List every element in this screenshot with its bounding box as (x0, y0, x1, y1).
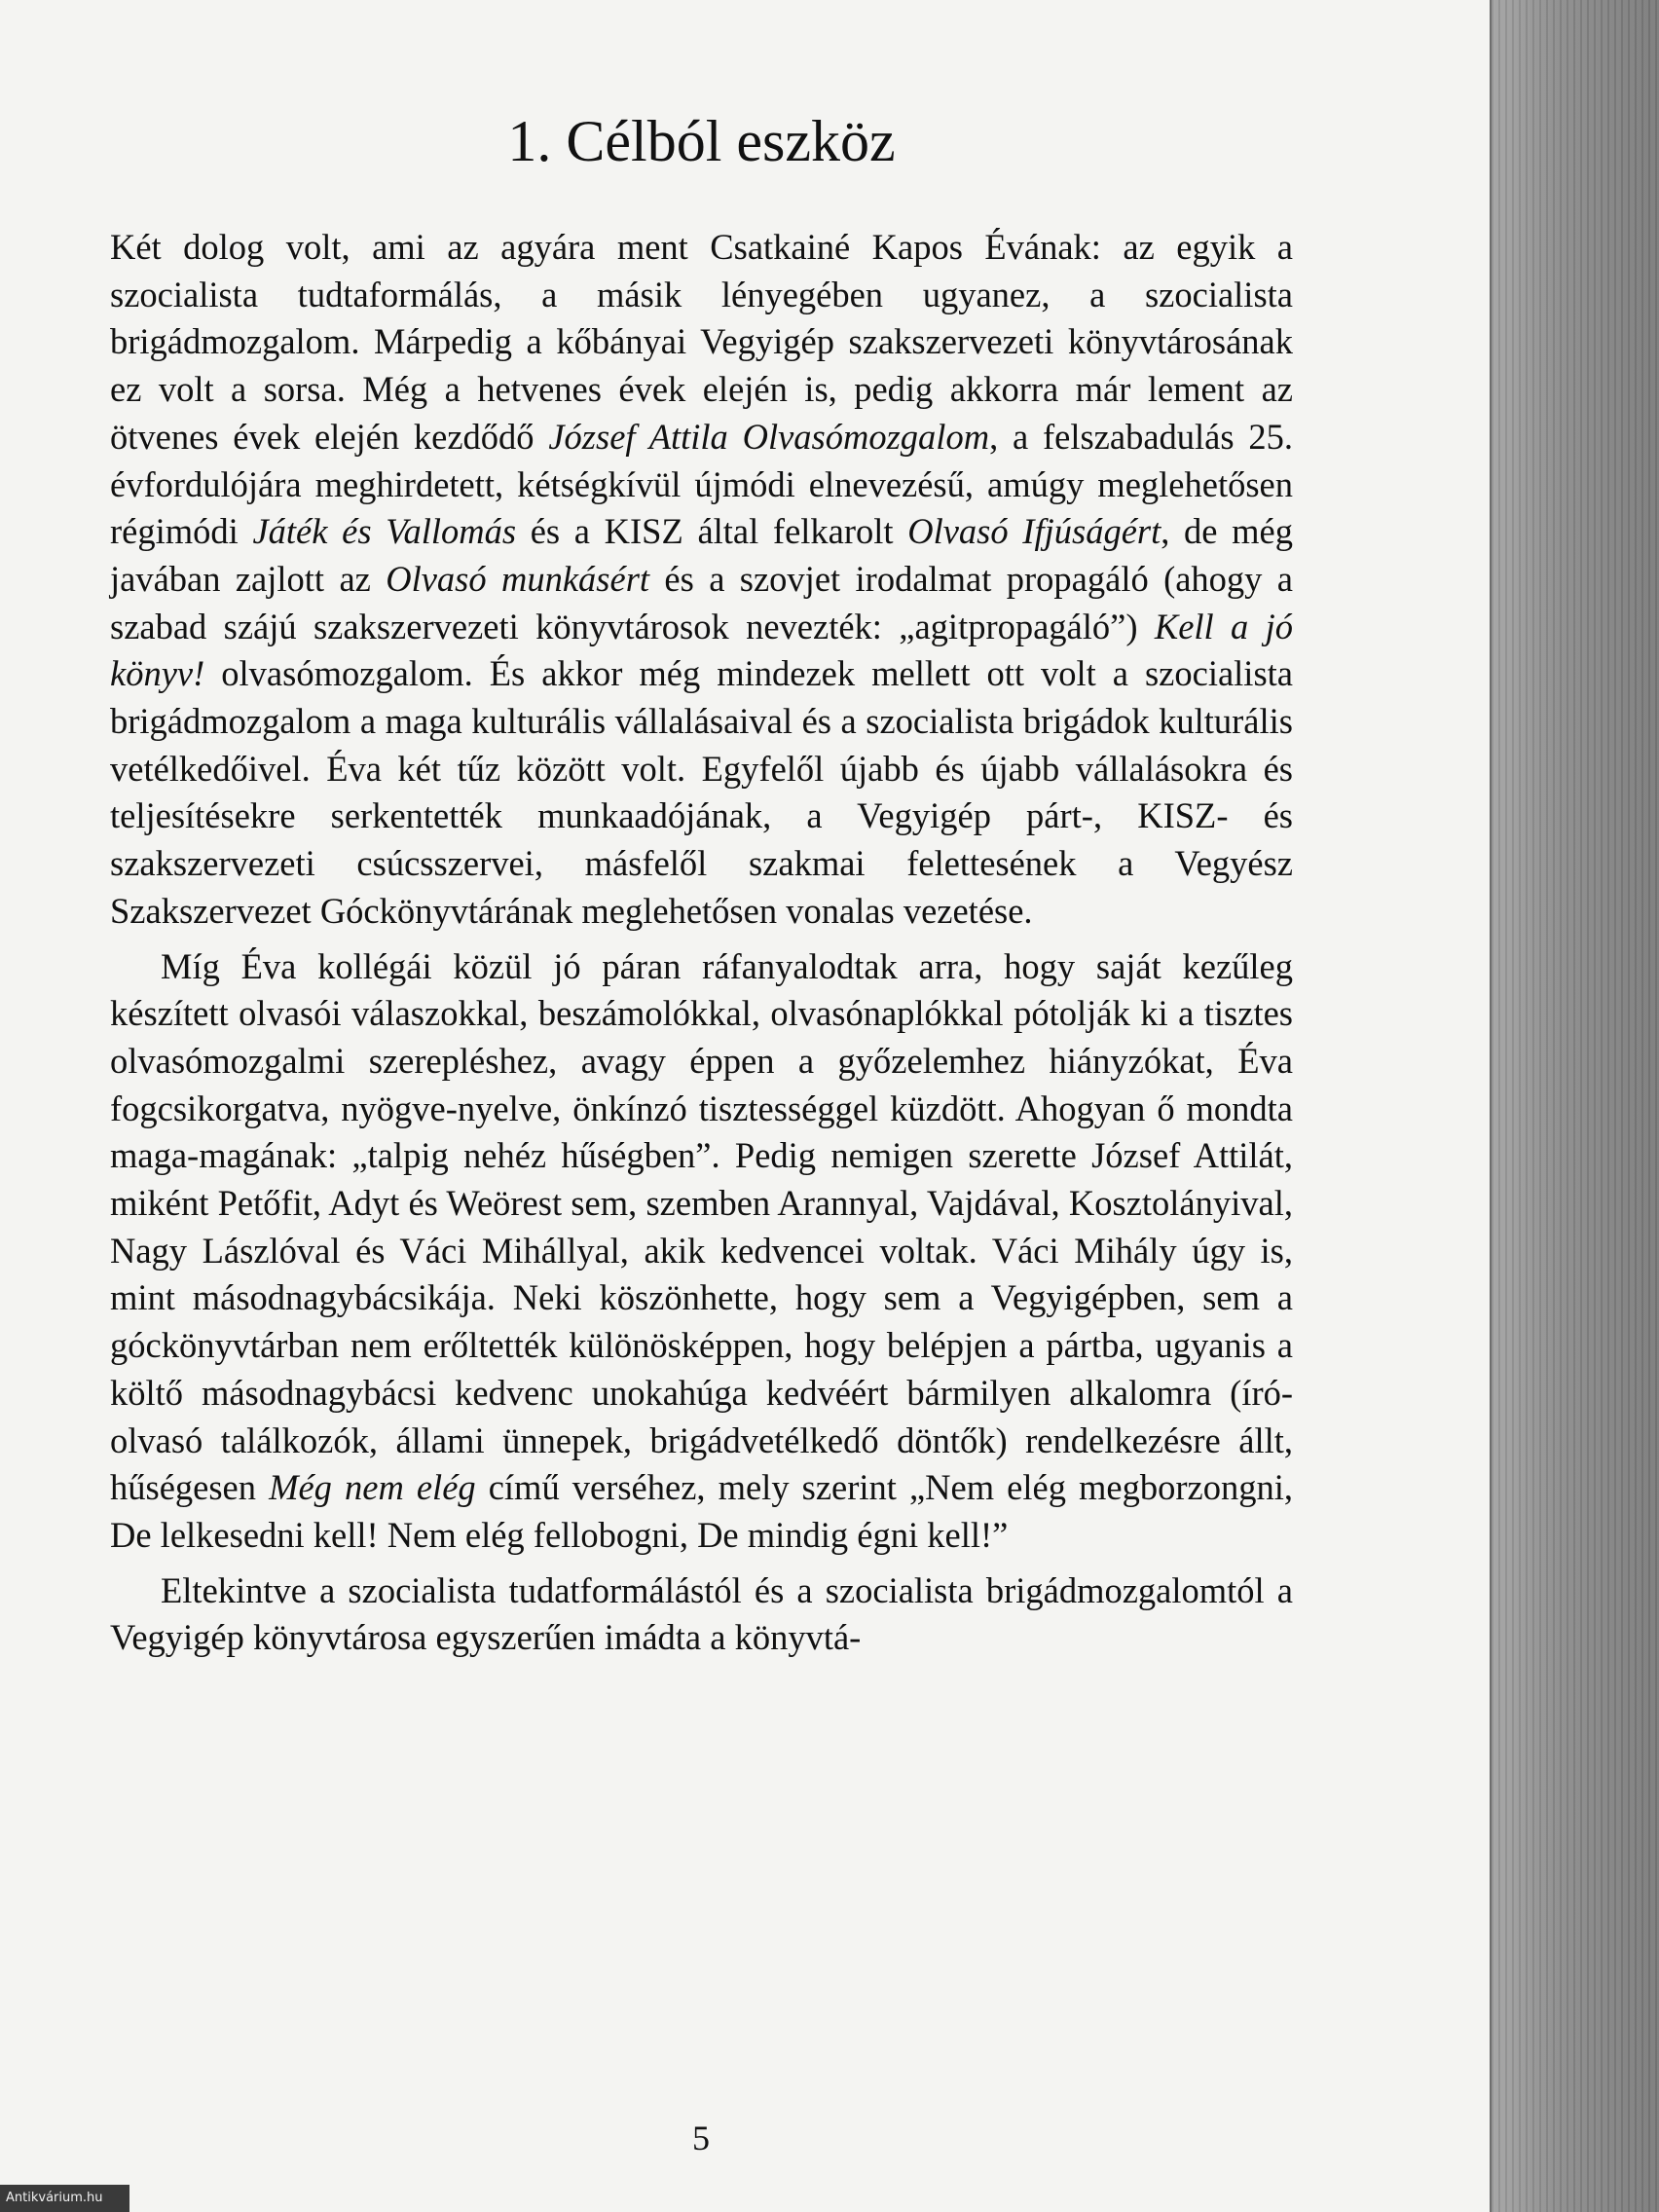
paragraph-3 (110, 1567, 1293, 1662)
body-text: és a szovjet irodalmat propagáló (ahogy a szabad szájú szakszervezeti könyvtárosok nevezték: „agitpropagáló”) (110, 558, 1294, 646)
body-text: Eltekintve a szocialista tudatformálástól és a szocialista brigádmozgalomtól a Vegyigép könyvtárosa egyszerűen imádta a könyvtá- (110, 1569, 1293, 1658)
italic-title-text: Olvasó Ifjúságért (907, 511, 1161, 552)
page-stack-edge (1490, 0, 1659, 2212)
italic-title-text: Olvasó munkásért (386, 558, 650, 599)
body-text: Míg Éva kollégái közül jó páran ráfanyalodtak arra, hogy saját kezűleg készített olvasói válaszokkal, beszámolókkal, olvasónaplókkal pótolják ki a tisztes olvasómozgalmi szerepléshez, avagy éppen a győzelemhez hiányzókat, Éva fogcsikorgatva, nyögve-nyelve, önkínzó tisztességgel küzdött. Ahogyan ő mondta maga-magának: „talpig nehéz hűségben”. Pedig nemigen szerette József Attilát, miként Petőfit, Adyt és Weörest sem, szemben Arannyal, Vajdával, Kosztolányival, Nagy Lászlóval és Váci Mihállyal, akik kedvencei voltak. Váci Mihály úgy is, mint másodnagybácsikája. Neki köszönhette, hogy sem a Vegyigépben, sem a góckönyvtárban nem erőltették különösképpen, hogy belépjen a pártba, ugyanis a költő másodnagybácsi kedvenc unokahúga kedvéért bármilyen alkalomra (író-olvasó találkozók, állami ünnepek, brigádvetélkedő döntők) rendelkezésre állt, hűségesen (110, 945, 1293, 1508)
paragraph-2 (110, 943, 1293, 1560)
page-number: 5 (692, 2119, 710, 2157)
italic-title-text: Kell a jó könyv! (110, 606, 1294, 694)
body-text: , a felszabadulás 25. évfordulójára meghirdetett, kétségkívül újmódi elnevezésű, amúgy meglehetősen régimódi (110, 416, 1293, 552)
watermark-badge: Antikvárium.hu (0, 2185, 129, 2212)
body-text: , de még javában zajlott az (110, 511, 1294, 599)
paragraph-1 (110, 224, 1293, 936)
body-text: olvasómozgalom. És akkor még mindezek mellett ott volt a szocialista brigádmozgalom a maga kulturális vállalásaival és a szocialista brigádok kulturális vetélkedőivel. Éva két tűz között volt. Egyfelől újabb és újabb vállalásokra és teljesítésekre serkentették munkaadójának, a Vegyigép párt-, KISZ- és szakszervezeti csúcsszervei, másfelől szakmai felettesének a Vegyész Szakszervezet Góckönyvtárának meglehetősen vonalas vezetése. (110, 653, 1293, 931)
page-content (110, 109, 1294, 1662)
body-text: Két dolog volt, ami az agyára ment Csatkainé Kapos Évának: az egyik a szocialista tudtaformálás, a másik lényegében ugyanez, a szocialista brigádmozgalom. Márpedig a kőbányai Vegyigép szakszervezeti könyvtárosának ez volt a sorsa. Még a hetvenes évek elején is, pedig akkorra már lement az ötvenes évek elején kezdődő (110, 227, 1293, 457)
body-text: című verséhez, mely szerint „Nem elég megborzongni, De lelkesedni kell! Nem elég fellobogni, De mindig égni kell!” (110, 1467, 1293, 1555)
italic-title-text: Játék és Vallomás (252, 511, 517, 552)
chapter-title: 1. Célból eszköz (507, 109, 896, 173)
body-text: és a KISZ által felkarolt (516, 511, 908, 552)
italic-title-text: József Attila Olvasómozgalom (548, 416, 990, 457)
italic-title-text: Még nem elég (269, 1467, 476, 1508)
